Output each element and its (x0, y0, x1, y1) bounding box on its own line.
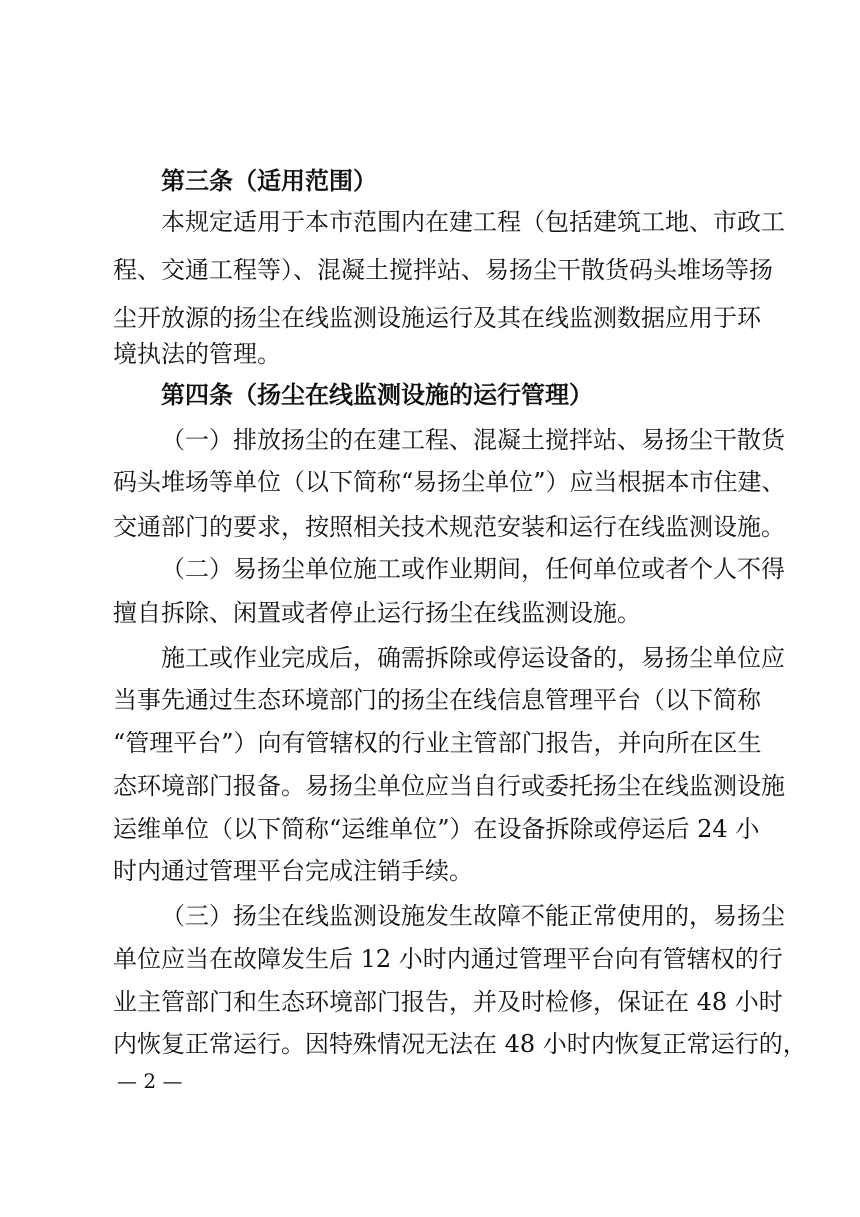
article4-para3-line-4: 态环境部门报备。易扬尘单位应当自行或委托扬尘在线监测设施 (113, 772, 785, 800)
page-number: — 2 — (117, 1069, 183, 1093)
article3-line-4: 境执法的管理。 (113, 340, 281, 368)
article3-line-1: 本规定适用于本市范围内在建工程（包括建筑工地、市政工 (161, 208, 785, 236)
article4-heading: 第四条（扬尘在线监测设施的运行管理） (161, 380, 593, 409)
article4-para4-line-4: 内恢复正常运行。因特殊情况无法在 48 小时内恢复正常运行的， (113, 1030, 807, 1058)
article4-para3-line-5: 运维单位（以下简称“运维单位”）在设备拆除或停运后 24 小 (113, 815, 760, 843)
article4-para4-line-3: 业主管部门和生态环境部门报告，并及时检修，保证在 48 小时 (113, 988, 783, 1016)
article4-para4-line-2: 单位应当在故障发生后 12 小时内通过管理平台向有管辖权的行 (113, 945, 783, 973)
article4-para1-line-1: （一）排放扬尘的在建工程、混凝土搅拌站、易扬尘干散货 (161, 426, 785, 454)
article4-para2-line-2: 擅自拆除、闲置或者停止运行扬尘在线监测设施。 (113, 599, 641, 627)
article4-para3-line-2: 当事先通过生态环境部门的扬尘在线信息管理平台（以下简称 (113, 686, 761, 714)
article3-line-3: 尘开放源的扬尘在线监测设施运行及其在线监测数据应用于环 (113, 304, 761, 332)
article4-para1-line-3: 交通部门的要求，按照相关技术规范安装和运行在线监测设施。 (113, 513, 785, 541)
article4-para3-line-1: 施工或作业完成后，确需拆除或停运设备的，易扬尘单位应 (161, 644, 785, 672)
article4-para4-line-1: （三）扬尘在线监测设施发生故障不能正常使用的，易扬尘 (161, 902, 785, 930)
article3-line-2: 程、交通工程等）、混凝土搅拌站、易扬尘干散货码头堆场等扬 (113, 256, 773, 284)
article4-para2-line-1: （二）易扬尘单位施工或作业期间，任何单位或者个人不得 (161, 555, 785, 583)
article4-para1-line-2: 码头堆场等单位（以下简称“易扬尘单位”）应当根据本市住建、 (113, 468, 786, 496)
article4-para3-line-6: 时内通过管理平台完成注销手续。 (113, 857, 473, 885)
article3-heading: 第三条（适用范围） (161, 166, 377, 195)
article4-para3-line-3: “管理平台”）向有管辖权的行业主管部门报告，并向所在区生 (113, 729, 762, 757)
